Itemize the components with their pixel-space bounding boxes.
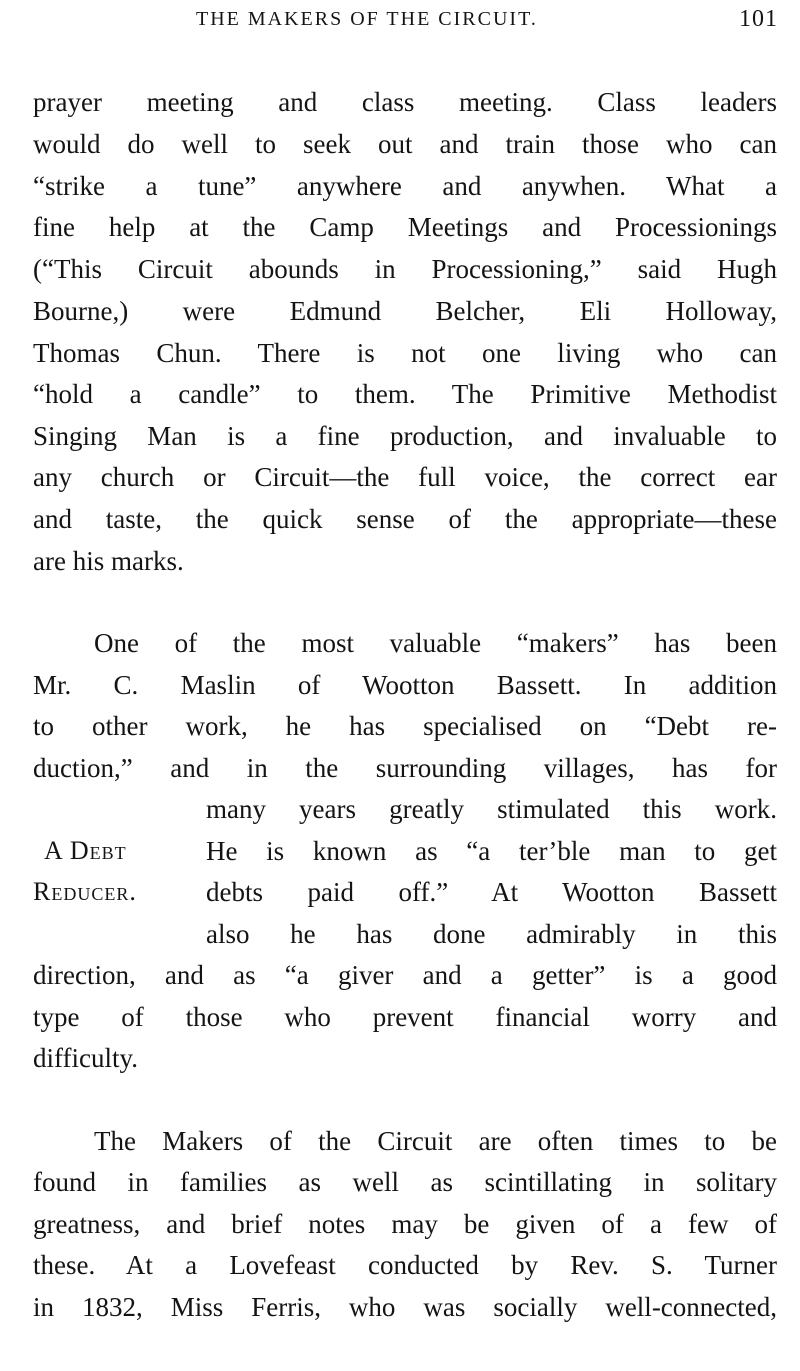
text-line: Bourne,) were Edmund Belcher, Eli Holloway,: [33, 296, 777, 326]
text-line: direction, and as “a giver and a getter” is a good: [33, 960, 777, 990]
text-line: greatness, and brief notes may be given of a few of: [33, 1209, 777, 1239]
text-line: Mr. C. Maslin of Wootton Bassett. In addition: [33, 670, 777, 700]
text-line: “hold a candle” to them. The Primitive Methodist: [33, 379, 777, 409]
text-line: “strike a tune” anywhere and anywhen. What a: [33, 171, 777, 201]
text-line: are his marks.: [33, 546, 184, 576]
text-line: these. At a Lovefeast conducted by Rev. S. Turner: [33, 1250, 777, 1280]
text-line: One of the most valuable “makers” has been: [94, 628, 777, 658]
text-line: to other work, he has specialised on “Debt re-: [33, 711, 777, 741]
text-line: found in families as well as scintillating in solitary: [33, 1167, 777, 1197]
text-line: type of those who prevent financial worry and: [33, 1002, 777, 1032]
page-number: 101: [739, 6, 778, 32]
text-line: He is known as “a ter’ble man to get: [206, 836, 777, 866]
text-line: Thomas Chun. There is not one living who can: [33, 338, 777, 368]
text-line: would do well to seek out and train those who can: [33, 129, 777, 159]
text-line: many years greatly stimulated this work.: [206, 794, 777, 824]
sidenote-line: A Debt: [44, 836, 127, 865]
text-line: in 1832, Miss Ferris, who was socially well-connected,: [33, 1292, 777, 1322]
text-line: (“This Circuit abounds in Processioning,” said Hugh: [33, 254, 777, 284]
text-line: and taste, the quick sense of the appropriate—these: [33, 504, 777, 534]
text-line: difficulty.: [33, 1043, 138, 1073]
running-head: [0, 4, 800, 40]
text-line: also he has done admirably in this: [206, 919, 777, 949]
text-line: debts paid off.” At Wootton Bassett: [206, 877, 777, 907]
text-line: prayer meeting and class meeting. Class leaders: [33, 87, 777, 117]
text-line: duction,” and in the surrounding villages, has for: [33, 753, 777, 783]
text-line: Singing Man is a fine production, and invaluable to: [33, 421, 777, 451]
running-title: THE MAKERS OF THE CIRCUIT.: [196, 8, 538, 30]
text-line: The Makers of the Circuit are often times to be: [94, 1126, 777, 1156]
text-line: any church or Circuit—the full voice, the correct ear: [33, 462, 777, 492]
sidenote-line: Reducer.: [33, 877, 137, 906]
text-line: fine help at the Camp Meetings and Processionings: [33, 212, 777, 242]
